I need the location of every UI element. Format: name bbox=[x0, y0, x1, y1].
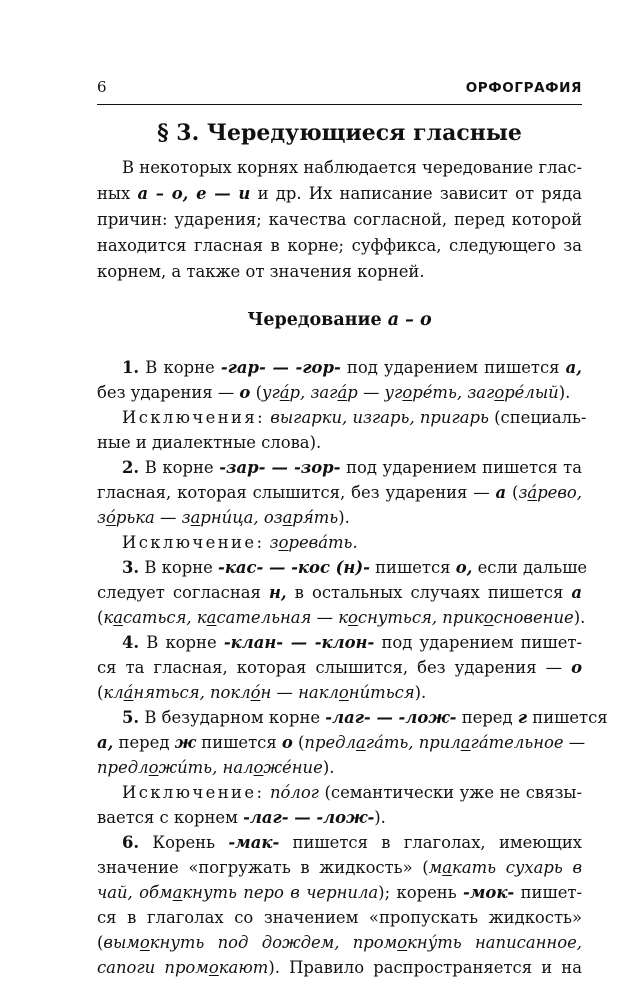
rule-1-line-1: 1. В корне -гар- — -гор- под ударением пишется а, bbox=[122, 358, 582, 377]
rule-2-line-3: зóрька — зарни́ца, озаря́ть). bbox=[97, 508, 350, 527]
intro-line-1: В некоторых корнях наблюдается чередование глас- bbox=[122, 158, 582, 177]
running-title: ОРФОГРАФИЯ bbox=[465, 80, 582, 96]
rule-1-line-2: без ударения — о (угáр, загáр — угоре́ть, загоре́лый). bbox=[97, 383, 571, 402]
rule-4-line-1: 4. В корне -клан- — -клон- под ударением пишет- bbox=[122, 633, 582, 652]
rule-4-line-3: (клáняться, поклóн — наклони́ться). bbox=[97, 683, 427, 702]
rule-4-line-2: ся та гласная, которая слышится, без ударения — о bbox=[97, 658, 582, 677]
rule-2-line-1: 2. В корне -зар- — -зор- под ударением пишется та bbox=[122, 458, 582, 477]
rule-5-line-2: а, перед ж пишется о (предлага́ть, прилага́тельное — bbox=[97, 733, 586, 752]
rule-3-line-1: 3. В корне -кас- — -кос (н)- пишется о, если дальше bbox=[122, 558, 588, 577]
rule-3-line-2: следует согласная н, в остальных случаях пишется а bbox=[97, 583, 582, 602]
exception-3-line-1: Исключение: пóлог (семантически уже не связы- bbox=[122, 783, 582, 802]
rule-5-line-3: предложи́ть, наложе́ние). bbox=[97, 758, 335, 777]
subheading: Чередование а – о bbox=[247, 310, 432, 330]
intro-line-2: ных а – о, е — и и др. Их написание зависит от ряда bbox=[97, 184, 582, 203]
exception-2-line: Исключение: зорева́ть. bbox=[122, 533, 358, 552]
rule-6-line-2: значение «погружать в жидкость» (макать сухарь в bbox=[97, 858, 582, 877]
rule-6-line-1: 6. Корень -мак- пишется в глаголах, имеющих bbox=[122, 833, 583, 852]
rule-6-line-6: сапоги промокают). Правило распространяется и на bbox=[97, 958, 582, 977]
rule-6-line-5: (вымокнуть под дождем, промокну́ть написанное, bbox=[97, 933, 582, 952]
rule-3-line-3: (касаться, касательная — коснуться, прикосновение). bbox=[97, 608, 586, 627]
intro-line-5: корнем, а также от значения корней. bbox=[97, 262, 425, 281]
section-title: § 3. Чередующиеся гласные bbox=[157, 120, 522, 146]
rule-5-line-1: 5. В безударном корне -лаг- — -лож- перед г пишется bbox=[122, 708, 608, 727]
rule-6-line-4: ся в глаголах со значением «пропускать жидкость» bbox=[97, 908, 582, 927]
intro-line-4: находится гласная в корне; суффикса, следующего за bbox=[97, 236, 582, 255]
exception-1-line-2: ные и диалектные слова). bbox=[97, 433, 322, 452]
exception-3-line-2: вается с корнем -лаг- — -лож-). bbox=[97, 808, 386, 827]
rule-6-line-3: чай, обмакнуть перо в чернила); корень -мок- пишет- bbox=[97, 883, 583, 902]
rule-2-line-2: гласная, которая слышится, без ударения — а (зáрево, bbox=[97, 483, 582, 502]
page-number: 6 bbox=[97, 78, 107, 96]
exception-1-line-1: Исключения: выгарки, изгарь, пригарь (специаль- bbox=[122, 408, 587, 427]
page-header bbox=[97, 74, 582, 105]
intro-line-3: причин: ударения; качества согласной, перед которой bbox=[97, 210, 582, 229]
